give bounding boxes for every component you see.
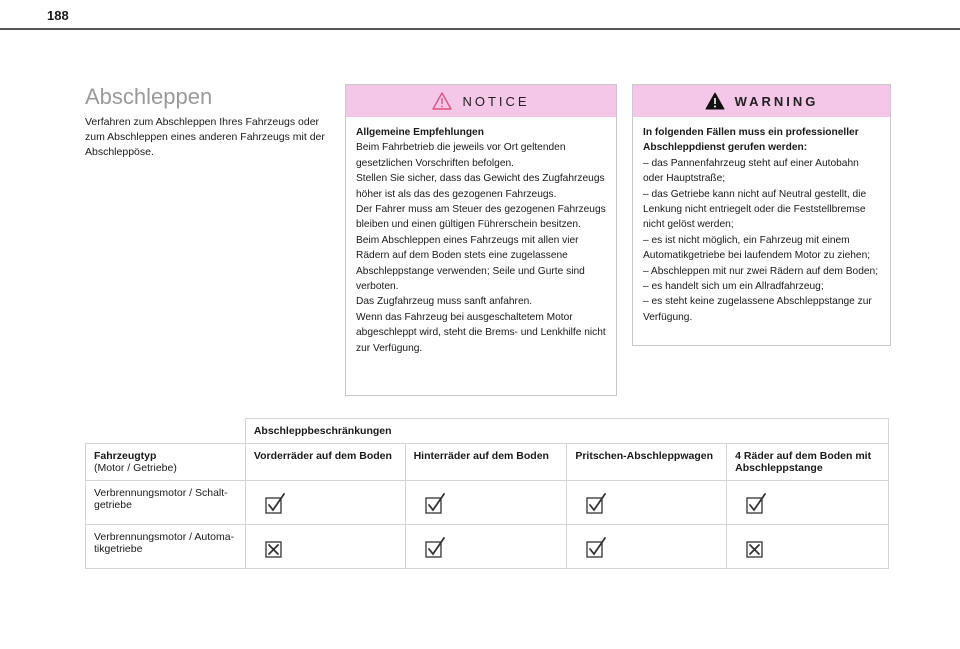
table-row (86, 525, 889, 569)
mark-cell (245, 525, 405, 569)
warning-box (632, 84, 891, 346)
cross-icon (264, 537, 286, 559)
page-number: 188 (47, 8, 69, 23)
notice-paragraph: Das Zugfahrzeug muss sanft anfahren. (356, 296, 533, 308)
column-header: Vorderräder auf dem Boden (245, 444, 405, 481)
table-caption: Abschleppbeschränkungen (245, 419, 888, 444)
page-title: Abschleppen (85, 84, 213, 109)
header-rule (0, 28, 960, 30)
mark-cell (567, 525, 727, 569)
notice-header (346, 85, 616, 117)
mark-cell (405, 525, 567, 569)
warning-heading: WARNING (734, 93, 819, 109)
row-header-sub: (Motor / Getriebe) (94, 462, 177, 474)
notice-heading: NOTICE (462, 93, 530, 109)
notice-paragraph: Beim Fahrbetrieb die jeweils vor Ort geltenden gesetzlichen Vorschriften befolgen. (356, 142, 566, 169)
column-header: Pritschen-Abschleppwagen (567, 444, 727, 481)
column-header: Hinterräder auf dem Boden (405, 444, 567, 481)
check-icon (424, 537, 446, 559)
notice-paragraph: Der Fahrer muss am Steuer des gezogenen Fahrzeugs bleiben und einen gültigen Führerschein besitzen. (356, 204, 606, 231)
notice-box (345, 84, 617, 396)
notice-body (346, 117, 616, 364)
warning-outline-icon (432, 92, 452, 110)
towing-table (85, 418, 889, 569)
warning-body (633, 117, 890, 333)
table-caption-row (86, 419, 889, 444)
check-icon (585, 537, 607, 559)
warning-filled-icon (705, 92, 725, 110)
mark-cell (245, 481, 405, 525)
column-header: 4 Räder auf dem Boden mit Abschleppstange (727, 444, 889, 481)
warning-item: – es handelt sich um ein Allradfahrzeug; (643, 281, 824, 293)
cross-icon (745, 537, 767, 559)
row-label: Verbrennungsmotor / Schalt-getriebe (86, 481, 246, 525)
warning-subheading: In folgenden Fällen muss ein professioneller Abschleppdienst gerufen werden: (643, 127, 859, 154)
notice-paragraph: Beim Abschleppen eines Fahrzeugs mit allen vier Rädern auf dem Boden stets eine zugelassene Abschleppstange verwenden; Seile und Gurte sind verboten. (356, 234, 585, 293)
warning-item: – es ist nicht möglich, ein Fahrzeug mit einem Automatikgetriebe bei laufendem Motor zu ziehen; (643, 234, 871, 262)
warning-header (633, 85, 890, 117)
check-icon (264, 493, 286, 515)
notice-paragraph: Stellen Sie sicher, dass das Gewicht des Zugfahrzeugs höher ist als das des gezogenen Fahrzeugs. (356, 173, 605, 200)
check-icon (585, 493, 607, 515)
row-header-cell (86, 444, 246, 481)
table-header-row (86, 444, 889, 481)
table-row (86, 481, 889, 525)
check-icon (424, 493, 446, 515)
check-icon (745, 493, 767, 515)
row-label: Verbrennungsmotor / Automa-tikgetriebe (86, 525, 246, 569)
warning-item: – das Getriebe kann nicht auf Neutral gestellt, die Lenkung nicht entriegelt oder die Feststellbremse nicht gelöst werden; (643, 188, 867, 231)
mark-cell (567, 481, 727, 525)
notice-paragraph: Wenn das Fahrzeug bei ausgeschaltetem Motor abgeschleppt wird, steht die Brems- und Lenkhilfe nicht zur Verfügung. (356, 311, 606, 354)
mark-cell (727, 481, 889, 525)
mark-cell (727, 525, 889, 569)
mark-cell (405, 481, 567, 525)
row-header-title: Fahrzeugtyp (94, 450, 157, 462)
warning-item: – das Pannenfahrzeug steht auf einer Autobahn oder Hauptstraße; (643, 157, 859, 185)
warning-item: – es steht keine zugelassene Abschleppstange zur Verfügung. (643, 296, 872, 323)
intro-text: Verfahren zum Abschleppen Ihres Fahrzeugs oder zum Abschleppen eines anderen Fahrzeugs mit der Abschleppöse. (85, 116, 325, 158)
notice-subheading: Allgemeine Empfehlungen (356, 127, 484, 138)
warning-item: – Abschleppen mit nur zwei Rädern auf dem Boden; (643, 265, 879, 277)
